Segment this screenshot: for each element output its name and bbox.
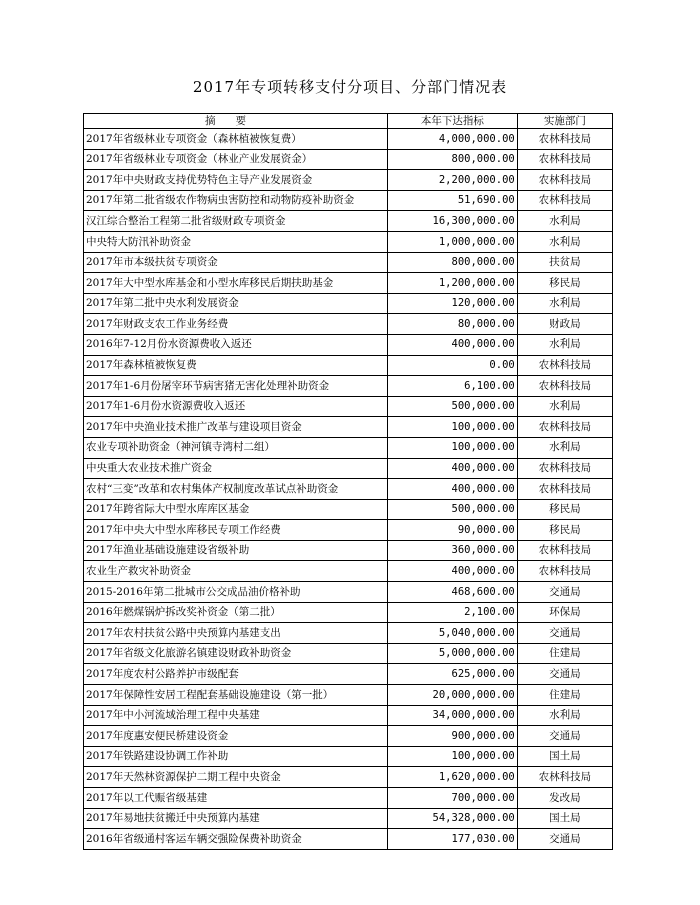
row-amount: 0.00 bbox=[388, 355, 518, 376]
row-amount: 1,000,000.00 bbox=[388, 231, 518, 252]
row-dept: 水利局 bbox=[517, 231, 612, 252]
row-dept: 农林科技局 bbox=[517, 540, 612, 561]
page-title: 2017年专项转移支付分项目、分部门情况表 bbox=[192, 78, 508, 96]
row-name: 2017年省级文化旅游名镇建设财政补助资金 bbox=[84, 643, 388, 664]
row-amount: 90,000.00 bbox=[388, 520, 518, 541]
row-amount: 5,000,000.00 bbox=[388, 643, 518, 664]
row-dept: 农林科技局 bbox=[517, 170, 612, 191]
row-amount: 500,000.00 bbox=[388, 499, 518, 520]
row-amount: 80,000.00 bbox=[388, 314, 518, 335]
row-dept: 农林科技局 bbox=[517, 458, 612, 479]
row-name: 2017年第二批中央水利发展资金 bbox=[84, 293, 388, 314]
header-dept: 实施部门 bbox=[517, 114, 612, 129]
table-row bbox=[84, 767, 613, 788]
row-dept: 农林科技局 bbox=[517, 129, 612, 150]
row-name: 2017年农村扶贫公路中央预算内基建支出 bbox=[84, 623, 388, 644]
row-amount: 6,100.00 bbox=[388, 376, 518, 397]
row-amount: 400,000.00 bbox=[388, 458, 518, 479]
row-name: 2016年省级通村客运车辆交强险保费补助资金 bbox=[84, 829, 388, 850]
row-amount: 100,000.00 bbox=[388, 746, 518, 767]
row-name: 2015-2016年第二批城市公交成品油价格补助 bbox=[84, 582, 388, 603]
table-row bbox=[84, 499, 613, 520]
row-dept: 水利局 bbox=[517, 437, 612, 458]
table-row bbox=[84, 685, 613, 706]
table-row bbox=[84, 252, 613, 273]
row-amount: 360,000.00 bbox=[388, 540, 518, 561]
row-amount: 700,000.00 bbox=[388, 788, 518, 809]
table-row bbox=[84, 561, 613, 582]
table-row bbox=[84, 231, 613, 252]
table-row bbox=[84, 417, 613, 438]
table-row bbox=[84, 396, 613, 417]
row-name: 2017年度农村公路养护市级配套 bbox=[84, 664, 388, 685]
row-amount: 1,620,000.00 bbox=[388, 767, 518, 788]
row-name: 2017年省级林业专项资金（林业产业发展资金） bbox=[84, 149, 388, 170]
table-row bbox=[84, 726, 613, 747]
row-amount: 20,000,000.00 bbox=[388, 685, 518, 706]
row-name: 2016年7-12月份水资源费收入返还 bbox=[84, 334, 388, 355]
row-dept: 交通局 bbox=[517, 664, 612, 685]
table-row bbox=[84, 211, 613, 232]
row-dept: 国土局 bbox=[517, 808, 612, 829]
row-name: 农村“三变”改革和农村集体产权制度改革试点补助资金 bbox=[84, 479, 388, 500]
row-name: 2017年省级林业专项资金（森林植被恢复费） bbox=[84, 129, 388, 150]
table-row bbox=[84, 458, 613, 479]
row-dept: 水利局 bbox=[517, 211, 612, 232]
row-dept: 水利局 bbox=[517, 396, 612, 417]
table-row bbox=[84, 170, 613, 191]
table-row bbox=[84, 808, 613, 829]
table-row bbox=[84, 602, 613, 623]
row-name: 农业生产救灾补助资金 bbox=[84, 561, 388, 582]
row-name: 2017年中央财政支持优势特色主导产业发展资金 bbox=[84, 170, 388, 191]
row-name: 2017年跨省际大中型水库库区基金 bbox=[84, 499, 388, 520]
row-amount: 2,100.00 bbox=[388, 602, 518, 623]
row-name: 2017年1-6月份屠宰环节病害猪无害化处理补助资金 bbox=[84, 376, 388, 397]
table-row bbox=[84, 520, 613, 541]
table-row bbox=[84, 437, 613, 458]
row-amount: 100,000.00 bbox=[388, 417, 518, 438]
table-row bbox=[84, 293, 613, 314]
row-name: 中央特大防汛补助资金 bbox=[84, 231, 388, 252]
row-dept: 交通局 bbox=[517, 582, 612, 603]
row-dept: 住建局 bbox=[517, 643, 612, 664]
row-dept: 农林科技局 bbox=[517, 479, 612, 500]
row-amount: 16,300,000.00 bbox=[388, 211, 518, 232]
row-name: 农业专项补助资金（神河镇寺湾村二组） bbox=[84, 437, 388, 458]
table-row bbox=[84, 149, 613, 170]
row-amount: 120,000.00 bbox=[388, 293, 518, 314]
row-dept: 水利局 bbox=[517, 293, 612, 314]
row-amount: 800,000.00 bbox=[388, 149, 518, 170]
row-dept: 交通局 bbox=[517, 829, 612, 850]
row-name: 2017年市本级扶贫专项资金 bbox=[84, 252, 388, 273]
row-name: 2017年第二批省级农作物病虫害防控和动物防疫补助资金 bbox=[84, 190, 388, 211]
row-amount: 34,000,000.00 bbox=[388, 705, 518, 726]
row-dept: 住建局 bbox=[517, 685, 612, 706]
table-row bbox=[84, 664, 613, 685]
row-amount: 2,200,000.00 bbox=[388, 170, 518, 191]
row-amount: 100,000.00 bbox=[388, 437, 518, 458]
row-amount: 177,030.00 bbox=[388, 829, 518, 850]
row-name: 2017年保障性安居工程配套基础设施建设（第一批） bbox=[84, 685, 388, 706]
row-amount: 400,000.00 bbox=[388, 561, 518, 582]
row-dept: 国土局 bbox=[517, 746, 612, 767]
row-dept: 财政局 bbox=[517, 314, 612, 335]
row-dept: 农林科技局 bbox=[517, 417, 612, 438]
row-amount: 5,040,000.00 bbox=[388, 623, 518, 644]
row-amount: 500,000.00 bbox=[388, 396, 518, 417]
row-amount: 400,000.00 bbox=[388, 334, 518, 355]
table-row bbox=[84, 788, 613, 809]
row-dept: 发改局 bbox=[517, 788, 612, 809]
row-dept: 交通局 bbox=[517, 623, 612, 644]
table-row bbox=[84, 829, 613, 850]
row-dept: 农林科技局 bbox=[517, 149, 612, 170]
row-dept: 移民局 bbox=[517, 499, 612, 520]
row-dept: 移民局 bbox=[517, 273, 612, 294]
table-row bbox=[84, 355, 613, 376]
table-row bbox=[84, 314, 613, 335]
row-dept: 农林科技局 bbox=[517, 190, 612, 211]
table-row bbox=[84, 540, 613, 561]
header-amount: 本年下达指标 bbox=[388, 114, 518, 129]
row-dept: 环保局 bbox=[517, 602, 612, 623]
row-amount: 1,200,000.00 bbox=[388, 273, 518, 294]
table-row bbox=[84, 623, 613, 644]
row-dept: 交通局 bbox=[517, 726, 612, 747]
table-row bbox=[84, 746, 613, 767]
row-amount: 625,000.00 bbox=[388, 664, 518, 685]
row-amount: 800,000.00 bbox=[388, 252, 518, 273]
row-name: 2017年铁路建设协调工作补助 bbox=[84, 746, 388, 767]
row-name: 2017年森林植被恢复费 bbox=[84, 355, 388, 376]
row-name: 2017年中央大中型水库移民专项工作经费 bbox=[84, 520, 388, 541]
row-dept: 农林科技局 bbox=[517, 355, 612, 376]
row-name: 2017年中小河流域治理工程中央基建 bbox=[84, 705, 388, 726]
row-dept: 农林科技局 bbox=[517, 767, 612, 788]
row-dept: 水利局 bbox=[517, 334, 612, 355]
row-amount: 468,600.00 bbox=[388, 582, 518, 603]
row-name: 2017年1-6月份水资源费收入返还 bbox=[84, 396, 388, 417]
row-dept: 农林科技局 bbox=[517, 376, 612, 397]
row-name: 2017年天然林资源保护二期工程中央资金 bbox=[84, 767, 388, 788]
row-name: 汉江综合整治工程第二批省级财政专项资金 bbox=[84, 211, 388, 232]
table-row bbox=[84, 705, 613, 726]
row-amount: 54,328,000.00 bbox=[388, 808, 518, 829]
table-row bbox=[84, 376, 613, 397]
table-row bbox=[84, 582, 613, 603]
row-name: 2017年易地扶贫搬迁中央预算内基建 bbox=[84, 808, 388, 829]
table-row bbox=[84, 129, 613, 150]
row-dept: 移民局 bbox=[517, 520, 612, 541]
row-amount: 900,000.00 bbox=[388, 726, 518, 747]
row-dept: 扶贫局 bbox=[517, 252, 612, 273]
table-row bbox=[84, 190, 613, 211]
table-row bbox=[84, 479, 613, 500]
allocation-table bbox=[83, 113, 613, 850]
row-amount: 4,000,000.00 bbox=[388, 129, 518, 150]
table-row bbox=[84, 334, 613, 355]
row-name: 2017年以工代赈省级基建 bbox=[84, 788, 388, 809]
row-amount: 51,690.00 bbox=[388, 190, 518, 211]
row-name: 2017年财政支农工作业务经费 bbox=[84, 314, 388, 335]
row-name: 2016年燃煤锅炉拆改奖补资金（第二批） bbox=[84, 602, 388, 623]
row-dept: 水利局 bbox=[517, 705, 612, 726]
row-name: 2017年渔业基础设施建设省级补助 bbox=[84, 540, 388, 561]
table-row bbox=[84, 273, 613, 294]
row-amount: 400,000.00 bbox=[388, 479, 518, 500]
row-name: 中央重大农业技术推广资金 bbox=[84, 458, 388, 479]
table-header-row bbox=[84, 114, 613, 129]
header-summary: 摘要 bbox=[84, 114, 388, 129]
row-dept: 农林科技局 bbox=[517, 561, 612, 582]
row-name: 2017年度惠安便民桥建设资金 bbox=[84, 726, 388, 747]
table-row bbox=[84, 643, 613, 664]
row-name: 2017年大中型水库基金和小型水库移民后期扶助基金 bbox=[84, 273, 388, 294]
row-name: 2017年中央渔业技术推广改革与建设项目资金 bbox=[84, 417, 388, 438]
